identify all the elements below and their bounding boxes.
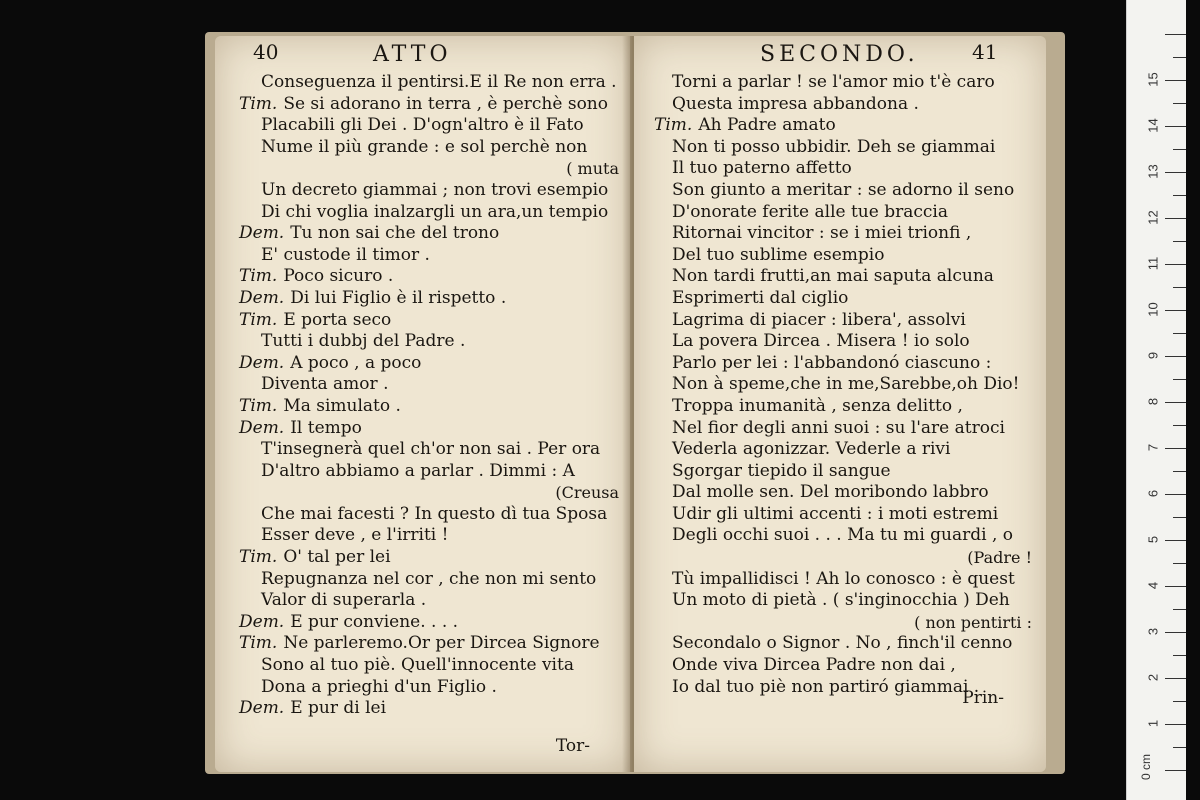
verse-text: Repugnanza nel cor , che non mi sento	[261, 568, 597, 589]
ruler-tick	[1165, 724, 1187, 725]
verse-text: Dona a prieghi d'un Figlio .	[261, 676, 497, 697]
text-line	[239, 288, 619, 310]
ruler-tick	[1165, 494, 1187, 495]
verse-text: Non ti posso ubbidir. Deh se giammai	[672, 136, 996, 157]
ruler-tick	[1173, 241, 1187, 242]
verse-text: Di lui Figlio è il rispetto .	[290, 287, 507, 308]
right-folio: 41	[972, 40, 998, 64]
ruler-tick	[1173, 563, 1187, 564]
stage-aside: ( muta	[566, 159, 619, 179]
text-line	[239, 374, 619, 396]
verse-text: Conseguenza il pentirsi.E il Re non erra .	[261, 72, 617, 92]
text-line	[654, 202, 1032, 224]
verse-text: D'onorate ferite alle tue braccia	[672, 201, 948, 222]
speaker-label: Dem.	[239, 223, 285, 244]
ruler-tick	[1165, 34, 1187, 35]
verse-text: Parlo per lei : l'abbandonó ciascuno :	[672, 352, 992, 373]
verse-text: A poco , a poco	[290, 352, 422, 373]
speaker-label: Dem.	[239, 287, 285, 308]
left-catchword: Tor-	[555, 736, 590, 756]
verse-text: Onde viva Dircea Padre non dai ,	[672, 655, 956, 676]
verse-text: Esprimerti dal ciglio	[672, 287, 849, 308]
verse-text: Torni a parlar ! se l'amor mio t'è caro	[672, 72, 995, 92]
verse-text: Lagrima di piacer : libera', assolvi	[672, 309, 966, 330]
stage-aside: ( non pentirti :	[914, 612, 1032, 632]
verse-text: D'altro abbiamo a parlar . Dimmi : A	[261, 460, 575, 481]
speaker-label: Dem.	[239, 698, 285, 719]
ruler-tick	[1173, 747, 1187, 748]
ruler-tick	[1173, 287, 1187, 288]
left-running-head: ATTO	[373, 42, 452, 67]
ruler-tick	[1165, 310, 1187, 311]
text-line	[239, 482, 619, 504]
text-line	[239, 202, 619, 224]
text-line	[654, 374, 1032, 396]
verse-text: Di chi voglia inalzargli un ara,un tempio	[261, 201, 609, 222]
text-line	[239, 655, 619, 677]
text-line	[239, 353, 619, 375]
text-line	[654, 504, 1032, 526]
verse-text: Un decreto giammai ; non trovi esempio	[261, 179, 609, 200]
verse-text: Non à speme,che in me,Sarebbe,oh Dio!	[672, 374, 1020, 395]
text-line	[239, 418, 619, 440]
speaker-label: Tim.	[239, 309, 278, 330]
ruler-tick	[1165, 126, 1187, 127]
verse-text: E pur conviene. . . .	[290, 611, 459, 632]
left-text-block	[239, 72, 619, 720]
speaker-label: Tim.	[239, 395, 278, 416]
background-strip	[1186, 0, 1200, 800]
ruler-number: 6	[1145, 489, 1161, 498]
text-line	[654, 158, 1032, 180]
verse-text: Son giunto a meritar : se adorno il seno	[672, 179, 1015, 200]
verse-text: Diventa amor .	[261, 374, 389, 395]
verse-text: O' tal per lei	[283, 547, 391, 568]
ruler-number: 2	[1145, 673, 1161, 682]
text-line	[654, 353, 1032, 375]
text-line	[239, 331, 619, 353]
verse-text: Un moto di pietà . ( s'inginocchia ) Deh	[672, 590, 1010, 611]
verse-text: Sono al tuo piè. Quell'innocente vita	[261, 655, 574, 676]
right-catchword: Prin-	[962, 688, 1004, 708]
text-line	[654, 655, 1032, 677]
text-line	[239, 180, 619, 202]
speaker-label: Dem.	[239, 611, 285, 632]
verse-text: T'insegnerà quel ch'or non sai . Per ora	[261, 439, 601, 460]
ruler-tick	[1165, 448, 1187, 449]
text-line	[239, 310, 619, 332]
text-line	[654, 310, 1032, 332]
text-line	[239, 698, 619, 720]
verse-text: Nel fior degli anni suoi : su l'are atroci	[672, 417, 1005, 438]
verse-text: Poco sicuro .	[283, 266, 394, 287]
verse-text: Degli occhi suoi . . . Ma tu mi guardi , o	[672, 525, 1014, 546]
ruler-number: 5	[1145, 535, 1161, 544]
verse-text: Valor di superarla .	[261, 590, 427, 611]
verse-text: Tu non sai che del trono	[290, 223, 500, 244]
verse-text: E pur di lei	[290, 698, 387, 719]
text-line	[654, 590, 1032, 612]
verse-text: Questa impresa abbandona .	[672, 93, 919, 114]
text-line	[654, 245, 1032, 267]
speaker-label: Tim.	[239, 633, 278, 654]
ruler-tick	[1173, 655, 1187, 656]
verse-text: E porta seco	[283, 309, 392, 330]
text-line	[239, 158, 619, 180]
speaker-label: Tim.	[239, 266, 278, 287]
speaker-label: Tim.	[654, 115, 693, 136]
speaker-label: Dem.	[239, 417, 285, 438]
verse-text: Udir gli ultimi accenti : i moti estremi	[672, 503, 999, 524]
right-page	[634, 36, 1046, 772]
verse-text: Dal molle sen. Del moribondo labbro	[672, 482, 989, 503]
verse-text: Nume il più grande : e sol perchè non	[261, 136, 588, 157]
verse-text: Ah Padre amato	[698, 115, 836, 136]
verse-text: Secondalo o Signor . No , finch'il cenno	[672, 633, 1013, 654]
text-line	[654, 612, 1032, 634]
ruler-number: 13	[1145, 164, 1161, 179]
verse-text: Il tempo	[290, 417, 362, 438]
measuring-ruler	[1126, 0, 1187, 800]
ruler-tick	[1165, 540, 1187, 541]
verse-text: Vederla agonizzar. Vederle a rivi	[672, 439, 951, 460]
ruler-tick	[1165, 402, 1187, 403]
text-line	[654, 396, 1032, 418]
text-line	[239, 504, 619, 526]
text-line	[239, 633, 619, 655]
text-line	[654, 418, 1032, 440]
verse-text: Ma simulato .	[283, 395, 401, 416]
speaker-label: Tim.	[239, 93, 278, 114]
text-line	[239, 590, 619, 612]
text-line	[239, 439, 619, 461]
ruler-tick	[1165, 172, 1187, 173]
ruler-unit-label: 0 cm	[1139, 753, 1154, 781]
verse-text: Non tardi frutti,an mai saputa alcuna	[672, 266, 994, 287]
text-line	[239, 266, 619, 288]
verse-text: Il tuo paterno affetto	[672, 158, 852, 179]
text-line	[654, 72, 1032, 94]
left-folio: 40	[253, 40, 279, 64]
verse-text: E' custode il timor .	[261, 244, 430, 265]
ruler-number: 1	[1145, 719, 1161, 728]
text-line	[654, 137, 1032, 159]
ruler-tick	[1165, 678, 1187, 679]
ruler-number: 10	[1145, 302, 1161, 317]
verse-text: Sgorgar tiepido il sangue	[672, 460, 891, 481]
ruler-number: 8	[1145, 397, 1161, 406]
text-line	[239, 94, 619, 116]
ruler-number: 11	[1145, 256, 1161, 271]
ruler-tick	[1173, 471, 1187, 472]
text-line	[654, 461, 1032, 483]
left-page	[215, 36, 630, 772]
text-line	[654, 547, 1032, 569]
text-line	[239, 245, 619, 267]
stage-aside: (Padre !	[967, 548, 1032, 568]
ruler-tick	[1165, 80, 1187, 81]
speaker-label: Tim.	[239, 547, 278, 568]
verse-text: Io dal tuo piè non partiró giammai .	[672, 676, 980, 697]
text-line	[239, 137, 619, 159]
text-line	[239, 525, 619, 547]
ruler-tick	[1165, 264, 1187, 265]
text-line	[654, 94, 1032, 116]
text-line	[239, 461, 619, 483]
verse-text: Troppa inumanità , senza delitto ,	[672, 395, 963, 416]
verse-text: Tù impallidisci ! Ah lo conosco : è quest	[672, 568, 1015, 589]
verse-text: Tutti i dubbj del Padre .	[261, 331, 466, 352]
text-line	[654, 525, 1032, 547]
ruler-number: 14	[1145, 118, 1161, 133]
verse-text: Ne parleremo.Or per Dircea Signore	[283, 633, 600, 654]
verse-text: Ritornai vincitor : se i miei trionfi ,	[672, 223, 972, 244]
ruler-tick	[1165, 356, 1187, 357]
ruler-number: 3	[1145, 627, 1161, 636]
ruler-tick	[1165, 632, 1187, 633]
text-line	[654, 266, 1032, 288]
ruler-number: 12	[1145, 210, 1161, 225]
verse-text: Esser deve , e l'irriti !	[261, 525, 449, 546]
text-line	[239, 677, 619, 699]
ruler-tick	[1173, 379, 1187, 380]
text-line	[654, 223, 1032, 245]
verse-text: Placabili gli Dei . D'ogn'altro è il Fato	[261, 115, 584, 136]
ruler-tick	[1173, 195, 1187, 196]
text-line	[654, 288, 1032, 310]
ruler-tick	[1173, 517, 1187, 518]
ruler-tick	[1173, 57, 1187, 58]
text-line	[239, 223, 619, 245]
text-line	[239, 612, 619, 634]
text-line	[654, 482, 1032, 504]
ruler-number: 4	[1145, 581, 1161, 590]
speaker-label: Dem.	[239, 352, 285, 373]
text-line	[239, 396, 619, 418]
text-line	[654, 331, 1032, 353]
text-line	[654, 569, 1032, 591]
ruler-tick	[1173, 425, 1187, 426]
stage-aside: (Creusa	[555, 483, 619, 503]
ruler-tick	[1173, 103, 1187, 104]
ruler-tick	[1165, 586, 1187, 587]
text-line	[654, 633, 1032, 655]
text-line	[239, 115, 619, 137]
verse-text: Che mai facesti ? In questo dì tua Sposa	[261, 503, 608, 524]
verse-text: Del tuo sublime esempio	[672, 244, 885, 265]
text-line	[654, 115, 1032, 137]
text-line	[239, 547, 619, 569]
right-running-head: SECONDO.	[760, 42, 919, 67]
text-line	[654, 439, 1032, 461]
ruler-tick	[1173, 609, 1187, 610]
text-line	[239, 569, 619, 591]
ruler-number: 15	[1145, 72, 1161, 87]
ruler-tick	[1173, 701, 1187, 702]
ruler-tick	[1173, 149, 1187, 150]
right-text-block	[654, 72, 1032, 698]
ruler-tick	[1165, 218, 1187, 219]
verse-text: La povera Dircea . Misera ! io solo	[672, 331, 970, 352]
ruler-tick	[1165, 770, 1187, 771]
ruler-number: 7	[1145, 443, 1161, 452]
verse-text: Se si adorano in terra , è perchè sono	[283, 93, 608, 114]
text-line	[239, 72, 619, 94]
ruler-number: 9	[1145, 351, 1161, 360]
text-line	[654, 180, 1032, 202]
ruler-tick	[1173, 333, 1187, 334]
